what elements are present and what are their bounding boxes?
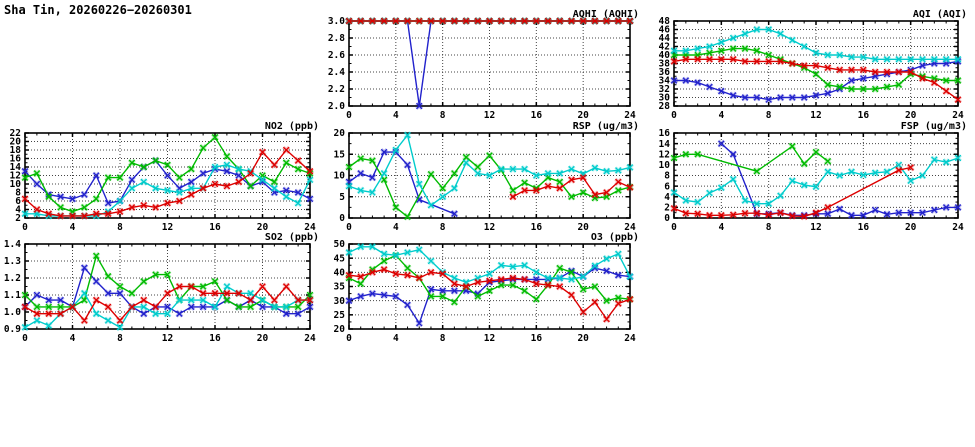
chart-title-aqi: AQI (AQI) [912, 9, 967, 20]
x-tick-label: 4 [718, 222, 725, 233]
x-tick-label: 16 [857, 110, 870, 121]
x-tick-label: 20 [904, 222, 917, 233]
x-tick-label: 16 [530, 333, 543, 344]
x-tick-label: 24 [624, 222, 636, 233]
y-tick-label: 48 [658, 16, 670, 28]
x-tick-label: 8 [439, 110, 446, 121]
y-tick-label: 8 [15, 187, 21, 199]
x-tick-label: 20 [904, 110, 917, 121]
y-tick-label: 4 [664, 191, 670, 203]
y-tick-label: 6 [664, 181, 670, 193]
x-tick-label: 16 [857, 222, 870, 233]
x-tick-label: 12 [483, 333, 496, 344]
y-tick-label: 20 [333, 128, 345, 140]
y-tick-label: 35 [333, 281, 345, 293]
chart-rsp [322, 119, 641, 235]
y-tick-label: 4 [15, 204, 21, 216]
x-tick-label: 12 [483, 110, 496, 121]
x-tick-label: 4 [69, 222, 76, 233]
y-tick-label: 30 [333, 295, 345, 307]
chart-title-aqhi: AQHI (AQHI) [572, 9, 639, 20]
y-tick-label: 15 [333, 149, 345, 161]
y-tick-label: 2.8 [327, 33, 345, 45]
x-tick-label: 12 [810, 222, 822, 233]
y-tick-label: 16 [658, 128, 670, 140]
y-tick-label: 3.0 [327, 16, 345, 28]
x-tick-label: 8 [117, 333, 123, 344]
series-line-red [349, 270, 630, 320]
x-tick-label: 24 [304, 333, 316, 344]
x-tick-label: 24 [952, 222, 964, 233]
series-line-green [674, 146, 828, 171]
y-tick-label: 1.0 [3, 307, 21, 319]
y-tick-label: 30 [658, 92, 670, 104]
x-tick-label: 8 [765, 222, 772, 233]
x-tick-label: 0 [346, 110, 352, 121]
x-tick-label: 20 [577, 110, 589, 121]
x-tick-label: 0 [22, 222, 28, 233]
y-tick-label: 50 [333, 239, 345, 251]
y-tick-label: 20 [333, 324, 345, 336]
series-line-green [349, 156, 630, 217]
y-tick-label: 18 [9, 145, 21, 157]
series-markers-cyan [671, 155, 961, 206]
x-tick-label: 24 [624, 333, 636, 344]
x-tick-label: 8 [439, 333, 446, 344]
chart-aqhi [322, 7, 641, 123]
y-tick-label: 46 [658, 24, 670, 36]
x-tick-label: 16 [530, 110, 543, 121]
y-tick-label: 1.4 [3, 239, 21, 251]
chart-aqi [647, 7, 969, 123]
chart-so2 [0, 230, 321, 346]
x-tick-label: 0 [22, 333, 28, 344]
y-tick-label: 2.0 [327, 101, 345, 113]
chart-title-fsp: FSP (ug/m3) [900, 121, 967, 132]
series-markers-cyan [22, 162, 313, 219]
y-tick-label: 1.2 [3, 273, 21, 285]
y-tick-label: 14 [9, 162, 21, 174]
x-tick-label: 16 [530, 222, 543, 233]
x-tick-label: 12 [483, 222, 496, 233]
x-tick-label: 12 [810, 110, 822, 121]
x-tick-label: 8 [117, 222, 123, 233]
y-tick-label: 0.9 [3, 324, 21, 336]
x-tick-label: 8 [765, 110, 772, 121]
x-tick-label: 0 [671, 222, 677, 233]
x-tick-label: 24 [624, 110, 636, 121]
x-tick-label: 20 [577, 222, 589, 233]
x-tick-label: 4 [718, 110, 725, 121]
y-tick-label: 32 [658, 84, 670, 96]
x-tick-label: 4 [392, 222, 399, 233]
chart-fsp [647, 119, 969, 235]
y-tick-label: 36 [658, 67, 670, 79]
series-line-cyan [349, 247, 630, 282]
y-tick-label: 12 [658, 149, 670, 161]
y-tick-label: 6 [15, 196, 21, 208]
y-tick-label: 22 [9, 128, 21, 140]
y-tick-label: 1.1 [3, 290, 21, 302]
x-tick-label: 24 [952, 110, 964, 121]
y-tick-label: 2.6 [327, 50, 345, 62]
y-tick-label: 20 [9, 136, 21, 148]
y-tick-label: 34 [658, 75, 670, 87]
chart-title-rsp: RSP (ug/m3) [572, 121, 639, 132]
x-tick-label: 16 [209, 222, 221, 233]
x-tick-label: 16 [209, 333, 221, 344]
y-tick-label: 12 [9, 170, 21, 182]
y-tick-label: 10 [658, 160, 670, 172]
x-tick-label: 20 [256, 333, 269, 344]
y-tick-label: 10 [9, 179, 21, 191]
y-tick-label: 16 [9, 153, 21, 165]
x-tick-label: 8 [439, 222, 446, 233]
x-tick-label: 12 [161, 333, 174, 344]
chart-title-so2: SO2 (ppb) [264, 232, 319, 243]
y-tick-label: 2 [664, 202, 670, 214]
x-tick-label: 0 [346, 333, 352, 344]
y-tick-label: 2 [15, 213, 21, 225]
y-tick-label: 5 [339, 191, 345, 203]
x-tick-label: 0 [671, 110, 677, 121]
chart-title-o3: O3 (ppb) [590, 232, 639, 243]
y-tick-label: 42 [658, 41, 670, 53]
x-tick-label: 4 [392, 333, 399, 344]
series-line-green [25, 256, 310, 307]
y-tick-label: 10 [333, 170, 345, 182]
x-tick-label: 4 [392, 110, 399, 121]
y-tick-label: 25 [333, 310, 345, 322]
y-tick-label: 2.2 [327, 84, 345, 96]
series-marker-halo-cyan [671, 155, 961, 206]
y-tick-label: 0 [664, 213, 670, 225]
y-tick-label: 44 [658, 33, 670, 45]
x-tick-label: 24 [304, 222, 316, 233]
chart-o3 [322, 230, 641, 346]
page-title: Sha Tin, 20260226−20260301 [4, 3, 192, 17]
y-tick-label: 40 [658, 50, 670, 62]
chart-title-no2: NO2 (ppb) [264, 121, 319, 132]
y-tick-label: 0 [339, 213, 345, 225]
x-tick-label: 0 [346, 222, 352, 233]
y-tick-label: 1.3 [3, 256, 21, 268]
y-tick-label: 40 [333, 267, 345, 279]
x-tick-label: 12 [161, 222, 174, 233]
chart-no2 [0, 119, 321, 235]
x-tick-label: 20 [577, 333, 589, 344]
y-tick-label: 38 [658, 58, 670, 70]
x-tick-label: 4 [69, 333, 76, 344]
y-tick-label: 2.4 [327, 67, 345, 79]
y-tick-label: 14 [658, 138, 670, 150]
y-tick-label: 45 [333, 253, 345, 265]
x-tick-label: 20 [256, 222, 269, 233]
y-tick-label: 28 [658, 101, 670, 113]
y-tick-label: 8 [664, 170, 670, 182]
